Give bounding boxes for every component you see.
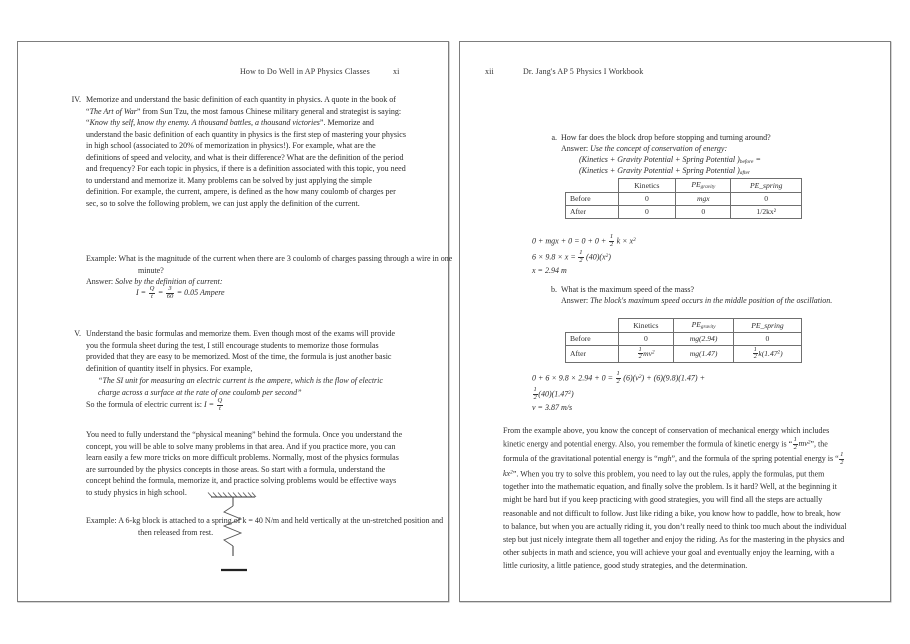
section-iv-text-3: ”. Memorize and understand the basic definition of each quantity in physics is the first step of mastering your physics in high school (associated to 20% of memorization in physics!). For example, what are the definitions of speed and velocity, and what is their difference? What are the definition of the period and frequency? For each topic in physics, if there is a definition associated with this topic, you need to understand and memorize it. Many problems can be solved by just applying the simple definition. For example, the current, ampere, is defined as the how many coulomb of charges per sec, so to solve the following problem, we can just apply the definition of the current. xyxy=(86,118,406,208)
part-b-eq2-close: ) xyxy=(571,389,574,399)
part-a-eq2-half-n: 1 xyxy=(579,249,583,257)
closing-paragraph xyxy=(503,424,848,573)
part-a-eq2-prefix: 6 × 9.8 × x = xyxy=(532,252,576,262)
table-b-after-pe-gravity: mg(1.47) xyxy=(674,345,734,362)
right-page xyxy=(459,41,891,602)
part-a-eq2-tail: ) xyxy=(608,252,611,262)
art-of-war-title: The Art of War xyxy=(89,106,137,116)
after-quote-text: So the formula of electric current is: xyxy=(86,400,202,410)
kin-half-d: 2 xyxy=(638,353,642,361)
conservation-after-expr: (Kinetics + Gravity Potential + Spring Potential ) xyxy=(579,166,740,175)
table-b-before-pe-spring: 0 xyxy=(733,332,801,345)
part-a-eq1-half-d: 2 xyxy=(609,241,614,249)
example-text-v: A 6-kg block is attached to a spring of k = 40 N/m and held vertically at the un-stretched position and then released from rest. xyxy=(118,516,444,537)
part-b-eq1-prefix: 0 + 6 × 9.8 × 2.94 + 0 = xyxy=(532,373,613,383)
table-a-row-label-after: After xyxy=(566,205,619,218)
table-a-before-pe-gravity: mgx xyxy=(676,192,731,205)
part-b-answer xyxy=(561,295,880,307)
part-b-eq1-half-n: 1 xyxy=(616,370,620,378)
part-a-eq1-sup: 2 xyxy=(633,237,636,243)
right-page-running-title: Dr. Jang's AP 5 Physics I Workbook xyxy=(523,67,644,76)
right-page-folio: xii xyxy=(485,67,494,76)
table-a-before-kinetics: 0 xyxy=(618,192,676,205)
part-b-eq1-mid: (6)(v xyxy=(623,373,639,383)
section-v xyxy=(61,328,406,374)
closing-part-2: ”, the formula of the gravitational potential energy is “ xyxy=(503,439,828,464)
formula-v-frac-numerator: Q xyxy=(217,397,223,404)
frac-qt-denominator: t xyxy=(149,293,156,301)
part-a xyxy=(545,132,845,144)
table-b-corner-cell xyxy=(566,319,619,333)
part-a-answer xyxy=(561,143,851,155)
part-b-eq2-tail: (40)(1.47 xyxy=(538,389,569,399)
energy-table-part-b xyxy=(565,318,802,363)
table-b-header-pe-spring: PE_spring xyxy=(733,319,801,333)
table-a-after-pe-gravity: 0 xyxy=(676,205,731,218)
section-v-text-1: Even though most of the exams will provide you the formula sheet during the test, I still encourage students to memorize those formulas provided that they are easy to be memorized. Most of the time, the formula is just another basic definition of quantity itself in physics. For example, xyxy=(86,329,396,373)
table-a-header-pe-gravity xyxy=(676,179,731,193)
left-page-running-title: How to Do Well in AP Physics Classes xyxy=(240,67,370,76)
formula-iv-result: 0.05 Ampere xyxy=(184,288,225,298)
part-a-answer-text: Use the concept of conservation of energy: xyxy=(590,144,728,153)
conservation-after-subscript: after xyxy=(739,170,751,177)
example-text-iv: What is the magnitude of the current when there are 3 coulomb of charges passing through a wire in one minute? xyxy=(118,254,453,275)
formula-v-frac-denominator: t xyxy=(217,405,224,413)
spring-sup: 2 xyxy=(510,469,513,476)
part-a-eq2-half xyxy=(578,250,583,265)
part-a-eq2-sup: 2 xyxy=(605,253,609,259)
formula-iv-eq3: = xyxy=(176,288,183,298)
table-a-after-kinetics: 0 xyxy=(618,205,676,218)
part-b-eq1-tail: ) + (6)(9.8)(1.47) + xyxy=(641,373,705,383)
table-b-after-kinetics-half xyxy=(638,347,643,361)
table-b-row-label-after: After xyxy=(566,345,619,362)
formula-iv-frac-qt xyxy=(149,286,156,301)
table-b-row-label-before: Before xyxy=(566,332,619,345)
table-b-header-row xyxy=(566,319,802,333)
example-label-iv: Example: xyxy=(86,254,117,263)
formula-v-lhs: I xyxy=(203,400,207,410)
part-a-eq1-half-n: 1 xyxy=(609,233,614,241)
table-a-after-pe-spring: 1/2kx² xyxy=(731,205,802,218)
section-v-body xyxy=(86,328,406,374)
part-a-equation-1 xyxy=(532,234,636,249)
pe-base-b: PE xyxy=(691,320,701,330)
part-b-equation-3: v = 3.87 m/s xyxy=(532,403,573,412)
frac-360-numerator: 3 xyxy=(168,285,172,292)
section-iv-text-2: ” from Sun Tzu, the most famous Chinese military general and strategist is saying: “ xyxy=(86,106,402,128)
part-b-answer-text: The block's maximum speed occurs in the middle position of the oscillation. xyxy=(590,296,833,305)
kin-half-n: 1 xyxy=(638,346,642,353)
part-b-eq2-sup: 2 xyxy=(568,390,571,396)
spr-sup: 2 xyxy=(777,349,781,356)
answer-text-iv: Solve by the definition of current: xyxy=(115,277,223,286)
formula-iv-eq2: = xyxy=(157,288,164,298)
sun-tzu-quote: Know thy self, know thy enemy. A thousand battles, a thousand victories xyxy=(89,118,320,128)
pe-gravity-formula: mgh xyxy=(657,454,672,464)
part-b-label: b. xyxy=(551,285,557,294)
part-b-eq1-half xyxy=(616,371,621,386)
part-b-eq2-half xyxy=(533,387,538,402)
spr-half-n: 1 xyxy=(753,346,757,353)
table-b-before-kinetics: 0 xyxy=(618,332,674,345)
si-unit-quote: “The SI unit for measuring an electric current is the ampere, which is the flow of electric charge across a surface at the rate of one coulomb per second” xyxy=(98,376,383,397)
part-b-eq1-half-d: 2 xyxy=(616,378,620,386)
section-v-number: V. xyxy=(74,329,81,338)
spr-close: ) xyxy=(780,348,783,358)
table-a-header-row xyxy=(566,179,802,193)
spring-half-n: 1 xyxy=(840,451,844,459)
spring-coil xyxy=(224,506,241,546)
spring-diagram-svg xyxy=(193,490,283,585)
kin-mv: mv xyxy=(643,348,653,358)
part-a-label: a. xyxy=(551,133,557,142)
section-iv-text-1: A quote in the book of “ xyxy=(86,95,396,116)
closing-part-3: ”, and the formula of the spring potential energy is “ xyxy=(671,454,839,464)
part-a-question: How far does the block drop before stopping and turning around? xyxy=(561,133,771,142)
table-row xyxy=(566,332,802,345)
part-a-eq1-prefix: 0 + mgx + 0 = 0 + 0 + xyxy=(532,236,607,246)
table-b-header-pe-gravity xyxy=(674,319,734,333)
part-a-answer-label: Answer: xyxy=(561,144,589,153)
part-a-equation-3: x = 2.94 m xyxy=(532,266,567,275)
part-b-eq1-sup: 2 xyxy=(638,374,642,380)
spring-kx: kx xyxy=(503,468,511,478)
ke-half-n: 1 xyxy=(793,436,797,444)
part-b-equation-1 xyxy=(532,371,705,386)
part-a-eq2-half-d: 2 xyxy=(579,257,583,265)
section-v-text-2: You need to fully understand the “physical meaning” behind the formula. Once you understand the concept, you will be able to solve many problems in that area. And if you practice more, you can learn easily a few more tricks on more difficult problems. Normally, most of the physics formulas are surrounded by the physics concepts in those areas. So start with a formula, understand the concept behind the formula, memorize it, and practice solving problems would be effective ways to study physics in high school. xyxy=(86,430,403,497)
table-row xyxy=(566,345,802,362)
table-a-header-pe-spring: PE_spring xyxy=(731,179,802,193)
table-a-before-pe-spring: 0 xyxy=(731,192,802,205)
part-b-eq2-half-d: 2 xyxy=(533,394,537,402)
section-v-heading: Understand the basic formulas and memorize them. xyxy=(86,329,252,338)
ke-mv: mv xyxy=(798,439,808,449)
formula-iv-eq1: = xyxy=(140,288,147,298)
part-b-question: What is the maximum speed of the mass? xyxy=(561,285,695,294)
table-b-after-kinetics xyxy=(618,345,674,362)
left-page xyxy=(17,41,453,602)
left-page-folio: xi xyxy=(393,67,400,76)
section-v-after-quote xyxy=(86,398,404,413)
table-a-row-label-before: Before xyxy=(566,192,619,205)
ceiling-hatching xyxy=(208,493,256,498)
section-iv-number: IV. xyxy=(71,95,81,104)
example-label-v: Example: xyxy=(86,516,117,525)
spring-half xyxy=(839,452,844,467)
conservation-equals: = xyxy=(755,155,761,164)
part-a-equation-2 xyxy=(532,250,611,265)
table-a-header-kinetics: Kinetics xyxy=(618,179,676,193)
table-row xyxy=(566,205,802,218)
frac-360-denominator: 60 xyxy=(166,292,174,300)
section-iv-answer xyxy=(86,276,404,288)
part-a-eq2-suffix: (40)(x xyxy=(586,252,606,262)
closing-part-4: ”. When you try to solve this problem, you need to lay out the rules, apply the formulas, put them together into the mathematic equation, and finally solve the problem. Is it hard? Well, at the beginning it might be hard but if you keep practicing with good strategies, you will find all the steps are actually reasonable and not difficult to follow. Just like riding a bike, you know how to paddle, how to break, how to balance, but when you are actually riding it, you don’t really need to think too much about the individual step but just nicely integrate them all together and enjoy the riding. As for the mastering in the physics and other subjects in math and science, you will achieve your goal and eventually enjoy the learning, with a little curiosity, a little patience, good study strategies, and the determination. xyxy=(503,468,847,571)
part-b-eq2-half-n: 1 xyxy=(533,386,537,394)
pe-sub-a: gravity xyxy=(700,184,716,191)
pe-base-a: PE xyxy=(691,180,701,190)
formula-v-frac xyxy=(217,398,224,413)
table-a-corner-cell xyxy=(566,179,619,193)
formula-iv-lhs: I xyxy=(136,288,139,298)
ke-sup: 2 xyxy=(807,440,811,447)
pe-sub-b: gravity xyxy=(700,324,716,331)
part-a-eq1-half xyxy=(609,234,614,249)
table-b-after-pe-spring xyxy=(733,345,801,362)
part-b xyxy=(545,284,845,296)
spr-half-d: 2 xyxy=(753,353,757,361)
section-iv-body xyxy=(86,94,406,209)
part-b-answer-label: Answer: xyxy=(561,296,589,305)
table-row xyxy=(566,192,802,205)
vertical-spring-block-diagram xyxy=(193,490,283,590)
ke-half-d: 2 xyxy=(793,444,797,452)
table-b-before-pe-gravity: mg(2.94) xyxy=(674,332,734,345)
formula-iv-frac-360 xyxy=(166,286,175,301)
current-formula-v xyxy=(203,397,224,412)
part-a-eq1-suffix: k × x xyxy=(616,236,634,246)
spr-k: k(1.47 xyxy=(758,348,778,358)
answer-label-iv: Answer: xyxy=(86,277,114,286)
conservation-before-subscript: before xyxy=(739,159,754,166)
frac-qt-numerator: Q xyxy=(149,285,155,292)
table-b-header-kinetics: Kinetics xyxy=(618,319,674,333)
spring-half-d: 2 xyxy=(840,458,844,466)
kin-sup: 2 xyxy=(652,349,655,356)
formula-v-eq: = xyxy=(208,400,215,410)
energy-table-part-a xyxy=(565,178,802,219)
current-formula-iv xyxy=(136,286,225,301)
section-iv-example xyxy=(86,253,456,276)
section-iv xyxy=(61,94,406,209)
closing-part-1: From the example above, you know the concept of conservation of mechanical energy which includes kinetic energy and potential energy. Also, you remember the formula of kinetic energy is “ xyxy=(503,426,830,449)
section-iv-heading: Memorize and understand the basic definition of each quantity in physics. xyxy=(86,95,323,104)
ke-formula xyxy=(792,436,811,452)
part-b-equation-2 xyxy=(532,387,574,402)
conservation-before-expr: (Kinetics + Gravity Potential + Spring Potential ) xyxy=(579,155,740,164)
